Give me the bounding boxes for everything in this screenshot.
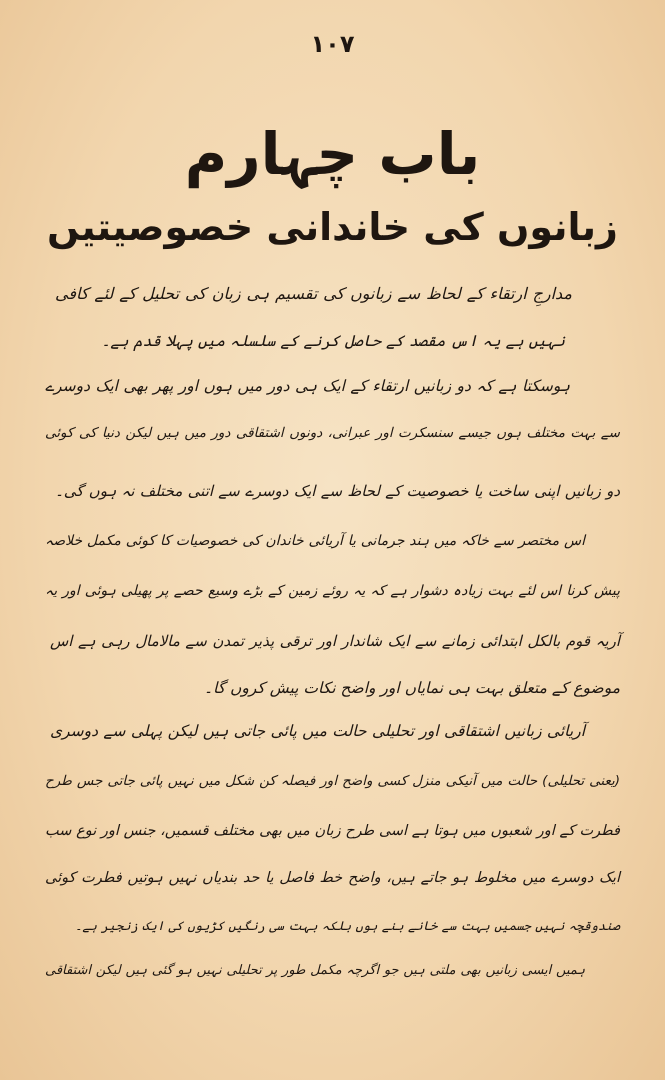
- text-line: آریائی زبانیں اشتقاقی اور تحلیلی حالت میں پائی جاتی ہیں لیکن پہلی سے دوسری: [50, 722, 585, 740]
- text-line: ہمیں ایسی زبانیں بھی ملتی ہیں جو اگرچہ مکمل طور پر تحلیلی نہیں ہو گئی ہیں لیکن اشتقاقی: [45, 963, 585, 978]
- page-number: ۱۰۷: [310, 30, 355, 58]
- text-line: (یعنی تحلیلی) حالت میں آنیکی منزل کسی واضح اور فیصلہ کن شکل میں نہیں پائی جاتی جس طرح: [45, 773, 620, 789]
- text-line: فطرت کے اور شعبوں میں ہوتا ہے اسی طرح زبان میں بھی مختلف قسمیں، جنس اور نوع سب: [45, 823, 620, 839]
- text-line: صندوقچہ نہیں جسمیں بہت سے خانے بنے ہوں بلکہ بہت سی رنگیں کڑیوں کی ایک زنجیر ہے۔: [75, 918, 620, 933]
- text-line: مدارجِ ارتقاء کے لحاظ سے زبانوں کی تقسیم ہی زبان کی تحلیل کے لئے کافی: [55, 284, 572, 303]
- text-line: اس مختصر سے خاکہ میں ہند جرمانی یا آریائی خاندان کی خصوصیات کا کوئی مکمل خلاصہ: [45, 533, 585, 549]
- text-line: دو زبانیں اپنی ساخت یا خصوصیت کے لحاظ سے ایک دوسرے سے اتنی مختلف نہ ہوں گی۔: [55, 482, 620, 500]
- text-line: آریہ قوم بالکل ابتدائی زمانے سے ایک شاندار اور ترقی پذیر تمدن سے مالامال رہی ہے اس: [50, 632, 620, 650]
- chapter-title: باب چہارم: [184, 120, 481, 188]
- text-line: پیش کرنا اس لئے بہت زیادہ دشوار ہے کہ یہ روئے زمین کے بڑے وسیع حصے پر پھیلی ہوئی اور یہ: [45, 583, 620, 599]
- chapter-subtitle: زبانوں کی خاندانی خصوصیتیں: [47, 205, 618, 249]
- text-line: ہوسکتا ہے کہ دو زبانیں ارتقاء کے ایک ہی دور میں ہوں اور پھر بھی ایک دوسرے: [45, 377, 570, 395]
- text-line: ایک دوسرے میں مخلوط ہو جاتے ہیں، واضح خط فاصل یا حد بندیاں نہیں ہوتیں فطرت کوئی: [45, 870, 620, 886]
- text-line: موضوع کے متعلق بہت ہی نمایاں اور واضح نکات پیش کروں گا۔: [203, 679, 620, 697]
- text-line: نہیں ہے یہ اس مقصد کے حاصل کرنے کے سلسلہ میں پہلا قدم ہے۔: [101, 332, 565, 350]
- text-line: سے بہت مختلف ہوں جیسے سنسکرت اور عبرانی، دونوں اشتقاقی دور میں ہیں لیکن دنیا کی کوئی: [45, 425, 620, 441]
